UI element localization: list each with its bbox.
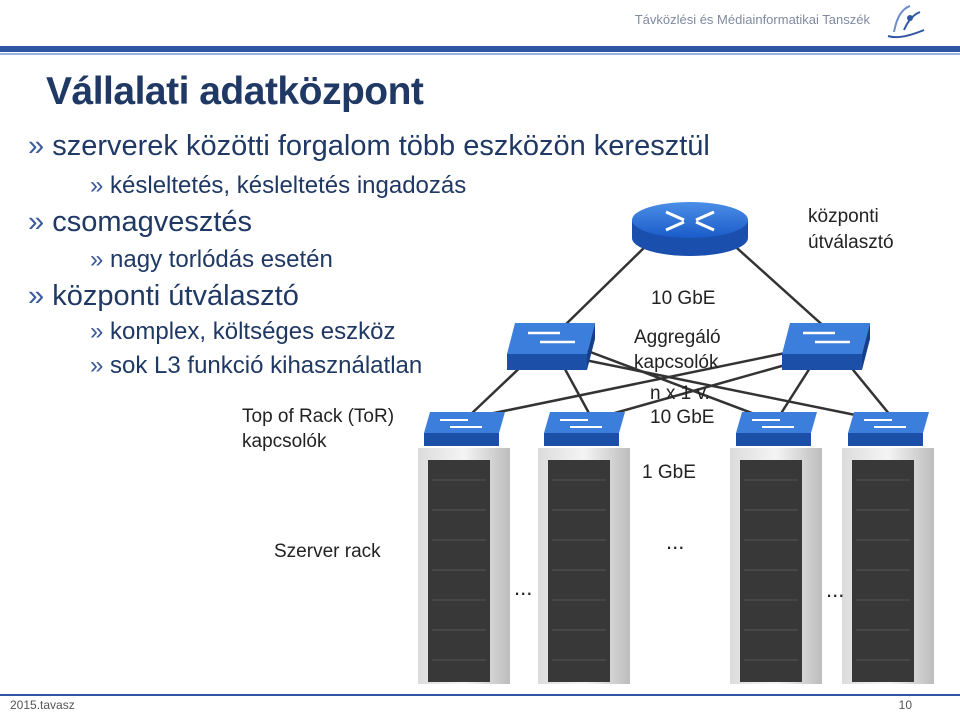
server-rack-icon: [418, 448, 510, 684]
footer-divider: [0, 694, 960, 696]
sub-bullet-item: » komplex, költséges eszköz: [90, 318, 396, 345]
bullet-item: » központi útválasztó: [28, 280, 299, 312]
server-rack-icon: [842, 448, 934, 684]
core-router-icon: [632, 202, 748, 256]
server-rack-label: Szerver rack: [274, 541, 381, 562]
aggregation-switch-icon: [507, 323, 595, 370]
aggregation-label-line2: kapcsolók: [634, 352, 719, 373]
server-link-label: 1 GbE: [642, 462, 696, 483]
aggregation-switch-icon: [782, 323, 870, 370]
slide-title: Vállalati adatközpont: [46, 70, 424, 113]
core-router-label-line2: útválasztó: [808, 232, 894, 253]
bullet-item: » csomagvesztés: [28, 206, 253, 238]
bullet-item: » szerverek közötti forgalom több eszközön keresztül: [28, 130, 710, 162]
sub-bullet-item: » késleltetés, késleltetés ingadozás: [90, 172, 467, 199]
core-link-label: 10 GbE: [651, 288, 716, 309]
server-rack-icon: [730, 448, 822, 684]
aggregation-link-label-line2: 10 GbE: [650, 407, 715, 428]
core-router-label-line1: központi: [808, 206, 879, 227]
ellipsis-left: ...: [514, 575, 533, 600]
aggregation-link-label-line1: n x 1 v.: [650, 383, 710, 404]
server-rack-icon: [538, 448, 630, 684]
footer-date: 2015.tavasz: [10, 698, 75, 712]
ellipsis-right: ...: [826, 577, 845, 602]
aggregation-label-line1: Aggregáló: [634, 327, 721, 348]
sub-bullet-item: » nagy torlódás esetén: [90, 246, 333, 273]
sub-bullet-item: » sok L3 funkció kihasználatlan: [90, 352, 423, 379]
tor-switch-icon: [736, 412, 817, 446]
department-name: Távközlési és Médiainformatikai Tanszék: [634, 12, 870, 27]
page-number: 10: [898, 698, 912, 712]
tor-label-line1: Top of Rack (ToR): [242, 406, 395, 427]
tor-switch-icon: [424, 412, 505, 446]
tor-switch-icon: [544, 412, 625, 446]
ellipsis-middle: ...: [666, 529, 685, 554]
tor-label-line2: kapcsolók: [242, 431, 327, 452]
tor-switch-icon: [848, 412, 929, 446]
